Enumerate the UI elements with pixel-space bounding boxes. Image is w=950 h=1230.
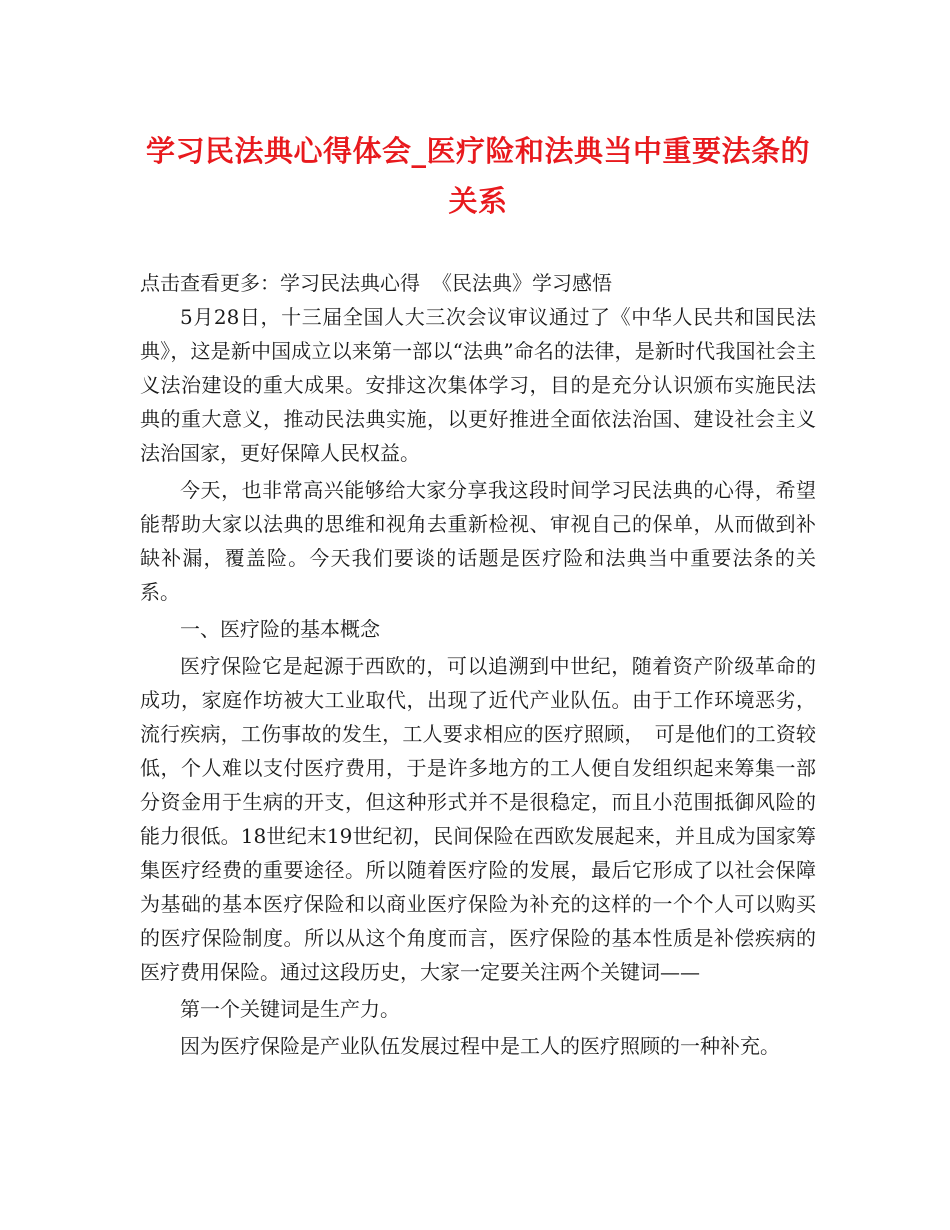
document-page [140,126,816,1066]
paragraph-2: 今天，也非常高兴能够给大家分享我这段时间学习民法典的心得，希望能帮助大家以法典的思维和视角去重新检视、审视自己的保单，从而做到补缺补漏，覆盖险。今天我们要谈的话题是医疗险和法典当中重要法条的关系。 [140,478,816,604]
paragraph-3: 医疗保险它是起源于西欧的，可以追溯到中世纪，随着资产阶级革命的成功，家庭作坊被大工业取代，出现了近代产业队伍。由于工作环境恶劣，流行疾病，工伤事故的发生，工人要求相应的医疗照顾， 可是他们的工资较低，个人难以支付医疗费用，于是许多地方的工人便自发组织起来筹集一部分资金用于生病的开支，但这种形式并不是很稳定，而且小范围抵御风险的能力很低。18世纪末19世纪初，民间保险在西欧发展起来，并且成为国家筹集医疗经费的重要途径。所以随着医疗险的发展，最后它形成了以社会保障为基础的基本医疗保险和以商业医疗保险为补充的这样的一个个人可以购买的医疗保险制度。所以从这个角度而言，医疗保险的基本性质是补偿疾病的医疗费用保险。通过这段历史，大家一定要关注两个关键词—— [140,654,816,984]
more-links-line [140,266,816,300]
link-study-notes[interactable]: 学习民法典心得 [280,271,420,295]
paragraph-1: 5月28日，十三届全国人大三次会议审议通过了《中华人民共和国民法典》，这是新中国成立以来第一部以“法典”命名的法律，是新时代我国社会主义法治建设的重大成果。安排这次集体学习，目的是充分认识颁布实施民法典的重大意义，推动民法典实施，以更好推进全面依法治国、建设社会主义法治国家，更好保障人民权益。 [140,305,816,465]
paragraph-4: 因为医疗保险是产业队伍发展过程中是工人的医疗照顾的一种补充。 [180,1034,780,1058]
more-links-prefix: 点击查看更多： [140,271,280,295]
keyword-heading-1: 第一个关键词是生产力。 [180,997,400,1021]
link-civil-code-reflections[interactable]: 《民法典》学习感悟 [432,271,612,295]
section-heading-1: 一、医疗险的基本概念 [180,617,380,641]
document-title: 学习民法典心得体会_医疗险和法典当中重要法条的关系 [145,134,810,218]
